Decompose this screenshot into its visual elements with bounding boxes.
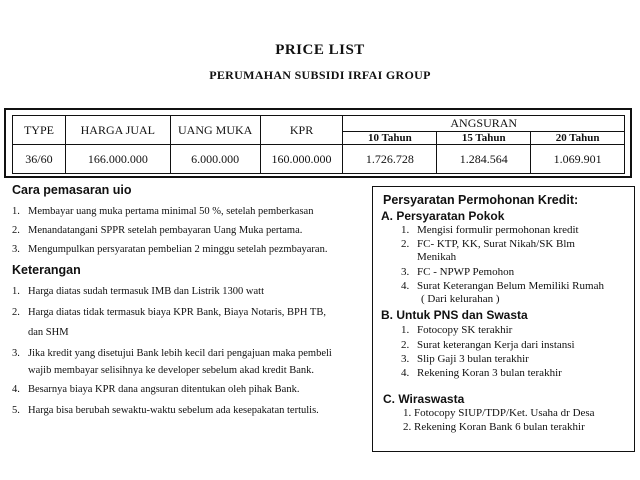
list-item [12,404,368,417]
list-item-continuation: wajib membayar selisihnya ke developer sebelum akad kredit Bank. [28,365,315,376]
list-item-text: Besarnya biaya KPR dana angsuran ditentukan oleh pihak Bank. [28,384,300,395]
tenor-15-header: 15 Tahun [437,132,531,145]
list-item-number: 2. [401,339,410,351]
cell-angsuran-20: 1.069.901 [531,145,625,174]
col-uang-muka-header: UANG MUKA [170,116,260,145]
list-item [12,383,368,396]
list-item: 1. Fotocopy SIUP/TDP/Ket. Usaha dr Desa [403,407,595,419]
list-item-text: FC- KTP, KK, Surat Nikah/SK Blm [417,238,575,250]
list-item [401,353,529,366]
list-item-text: Jika kredit yang disetujui Bank lebih kecil dari pengajuan maka pembeli [28,348,332,359]
list-item-text: Slip Gaji 3 bulan terakhir [417,353,529,365]
list-item-text: Menandatangani SPPR setelah pembayaran Uang Muka pertama. [28,225,303,236]
list-item-text: Surat Keterangan Belum Memiliki Rumah [417,280,604,292]
list-item-text: Harga bisa berubah sewaktu-waktu sebelum ada kesepakatan tertulis. [28,405,319,416]
list-item-text: Mengisi formulir permohonan kredit [417,224,579,236]
cell-kpr: 160.000.000 [260,145,343,174]
list-item-number: 1. [401,324,410,336]
list-item-number: 2. [12,307,20,318]
cell-uang-muka: 6.000.000 [170,145,260,174]
cell-angsuran-10: 1.726.728 [343,145,437,174]
list-item-text: Membayar uang muka pertama minimal 50 %, setelah pemberkasan [28,206,314,217]
list-item [12,243,362,256]
list-item-number: 3. [12,244,20,255]
col-kpr-header: KPR [260,116,343,145]
page-subtitle: PERUMAHAN SUBSIDI IRFAI GROUP [209,68,431,82]
list-item [401,224,579,237]
list-item-number: 3. [401,266,410,278]
cara-heading: Cara pemasaran uio [12,183,132,197]
persyaratan-heading: Persyaratan Permohonan Kredit: [383,193,579,207]
list-item [12,306,368,319]
price-table-header-row [13,116,625,132]
cell-type: 36/60 [13,145,66,174]
list-item-continuation: dan SHM [28,327,69,338]
persyaratan-b-heading: B. Untuk PNS dan Swasta [381,308,528,322]
cell-angsuran-15: 1.284.564 [437,145,531,174]
list-item-number: 1. [12,286,20,297]
list-item-continuation: Menikah [417,251,457,263]
tenor-10-header: 10 Tahun [343,132,437,145]
list-item-number: 3. [12,348,20,359]
list-item-number: 4. [401,367,410,379]
list-item-text: FC - NPWP Pemohon [417,266,515,278]
keterangan-heading: Keterangan [12,263,81,277]
list-item-number: 2. [401,238,410,250]
list-item: 2. Rekening Koran Bank 6 bulan terakhir [403,421,585,433]
list-item-text: Surat keterangan Kerja dari instansi [417,339,575,351]
table-row [13,145,625,174]
persyaratan-c-heading: C. Wiraswasta [383,392,465,406]
persyaratan-a-heading: A. Persyaratan Pokok [381,209,505,223]
col-angsuran-header: ANGSURAN [343,116,625,132]
list-item-text: Harga diatas sudah termasuk IMB dan Listrik 1300 watt [28,286,265,297]
list-item-text: Harga diatas tidak termasuk biaya KPR Bank, Biaya Notaris, BPH TB, [28,307,326,318]
tenor-20-header: 20 Tahun [531,132,625,145]
list-item-number: 5. [12,405,20,416]
list-item-text: Fotocopy SK terakhir [417,324,513,336]
list-item [12,347,368,360]
list-item-number: 3. [401,353,410,365]
col-type-header: TYPE [13,116,66,145]
cell-harga: 166.000.000 [65,145,170,174]
list-item-number: 1. [12,206,20,217]
list-item [401,238,575,251]
list-item-text: Rekening Koran 3 bulan terakhir [417,367,562,379]
list-item [401,339,575,352]
price-table [12,115,625,174]
list-item [12,285,368,298]
list-item [12,205,362,218]
col-harga-header: HARGA JUAL [65,116,170,145]
list-item-number: 4. [401,280,410,292]
list-item-number: 1. [401,224,410,236]
list-item-number: 2. [12,225,20,236]
list-item-number: 4. [12,384,20,395]
list-item [401,280,604,293]
list-item [12,224,362,237]
list-item [401,324,512,337]
list-item-text: Mengumpulkan persyaratan pembelian 2 minggu setelah pezmbayaran. [28,244,328,255]
page-title: PRICE LIST [275,42,365,58]
list-item [401,266,514,279]
list-item [401,367,562,380]
list-item-continuation: ( Dari kelurahan ) [421,293,500,305]
